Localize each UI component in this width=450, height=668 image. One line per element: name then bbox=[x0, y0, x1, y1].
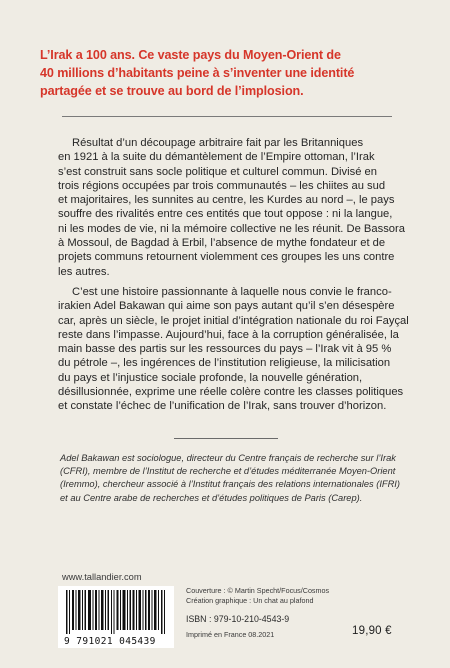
summary-paragraph-2 bbox=[58, 285, 409, 414]
bio-line: (Iremmo), chercheur associé à l’Institut français des relations internationales (IFRI) bbox=[60, 479, 400, 490]
text-line: les autres. bbox=[58, 265, 110, 278]
barcode-icon bbox=[66, 590, 166, 634]
text-line: car, après un siècle, le projet initial d’intégration nationale du roi Fayçal bbox=[58, 314, 409, 327]
bio-line: (CFRI), membre de l’Institut de recherche et d’études méditerranée Moyen-Orient bbox=[60, 466, 396, 477]
text-line: et majoritaires, les sunnites au centre, les Kurdes au nord –, le pays bbox=[58, 194, 395, 207]
text-line: main basse des partis sur les ressources du pays – l’Irak vit à 95 % bbox=[58, 343, 392, 356]
text-line: et constate l’échec de l’unification de l’Irak, sans trouver d’horizon. bbox=[58, 400, 387, 413]
price: 19,90 € bbox=[352, 625, 392, 637]
text-line: à Mossoul, de Bagdad à Erbil, l’absence de mythe fondateur et de bbox=[58, 237, 386, 250]
middle-divider bbox=[174, 438, 278, 439]
tagline-line: 40 millions d’habitants peine à s’inventer une identité bbox=[40, 66, 355, 80]
tagline bbox=[40, 46, 412, 100]
text-line: trois régions occupées par trois communautés – les chiites au sud bbox=[58, 179, 386, 192]
tagline-line: partagée et se trouve au bord de l’implosion. bbox=[40, 84, 304, 98]
text-line: du pays et l’injustice sociale profonde, la nouvelle génération, bbox=[58, 371, 363, 384]
text-line: irakien Adel Bakawan qui aime son pays autant qu’il s’en désespère bbox=[58, 300, 395, 313]
barcode bbox=[58, 586, 174, 648]
text-line: souffre des rivalités entre ces entités que tout oppose : ni la langue, bbox=[58, 208, 393, 221]
text-line: ni les modes de vie, ni la mémoire collective ne les réunit. De Bassora bbox=[58, 222, 405, 235]
text-line: projets communs retournent violemment ces groupes les uns contre bbox=[58, 251, 395, 264]
text-line: désillusionnée, exprime une réelle colère contre les classes politiques bbox=[58, 386, 404, 399]
bio-line: et au Centre arabe de recherches et d’études politiques de Paris (Carep). bbox=[60, 492, 363, 503]
publisher-website: www.tallandier.com bbox=[62, 572, 142, 582]
barcode-number: 9 791021 045439 bbox=[64, 636, 156, 647]
isbn: ISBN : 979-10-210-4543-9 bbox=[186, 614, 290, 624]
text-line: s’est construit sans socle politique et culturel commun. Divisé en bbox=[58, 165, 377, 178]
top-divider bbox=[62, 116, 392, 117]
tagline-line: L’Irak a 100 ans. Ce vaste pays du Moyen-Orient de bbox=[40, 48, 341, 62]
author-bio bbox=[60, 452, 404, 505]
printing-info: Imprimé en France 08.2021 bbox=[186, 630, 275, 639]
bio-line: Adel Bakawan est sociologue, directeur du Centre français de recherche sur l’Irak bbox=[60, 453, 396, 463]
text-line: reste dans l’impasse. Aujourd’hui, face à la corruption généralisée, la bbox=[58, 328, 399, 341]
credits bbox=[186, 586, 386, 605]
summary-text bbox=[58, 136, 409, 420]
text-line: C’est une histoire passionnante à laquelle nous convie le franco- bbox=[72, 285, 392, 298]
text-line: Résultat d’un découpage arbitraire fait par les Britanniques bbox=[72, 137, 364, 149]
credit-line: Création graphique : Un chat au plafond bbox=[186, 595, 314, 605]
text-line: du pétrole –, les ingérences de l’institution religieuse, la milicisation bbox=[58, 357, 391, 370]
summary-paragraph-1 bbox=[58, 136, 405, 279]
credit-line: Couverture : © Martin Specht/Focus/Cosmos bbox=[186, 586, 330, 595]
text-line: en 1921 à la suite du démantèlement de l’Empire ottoman, l’Irak bbox=[58, 151, 375, 164]
